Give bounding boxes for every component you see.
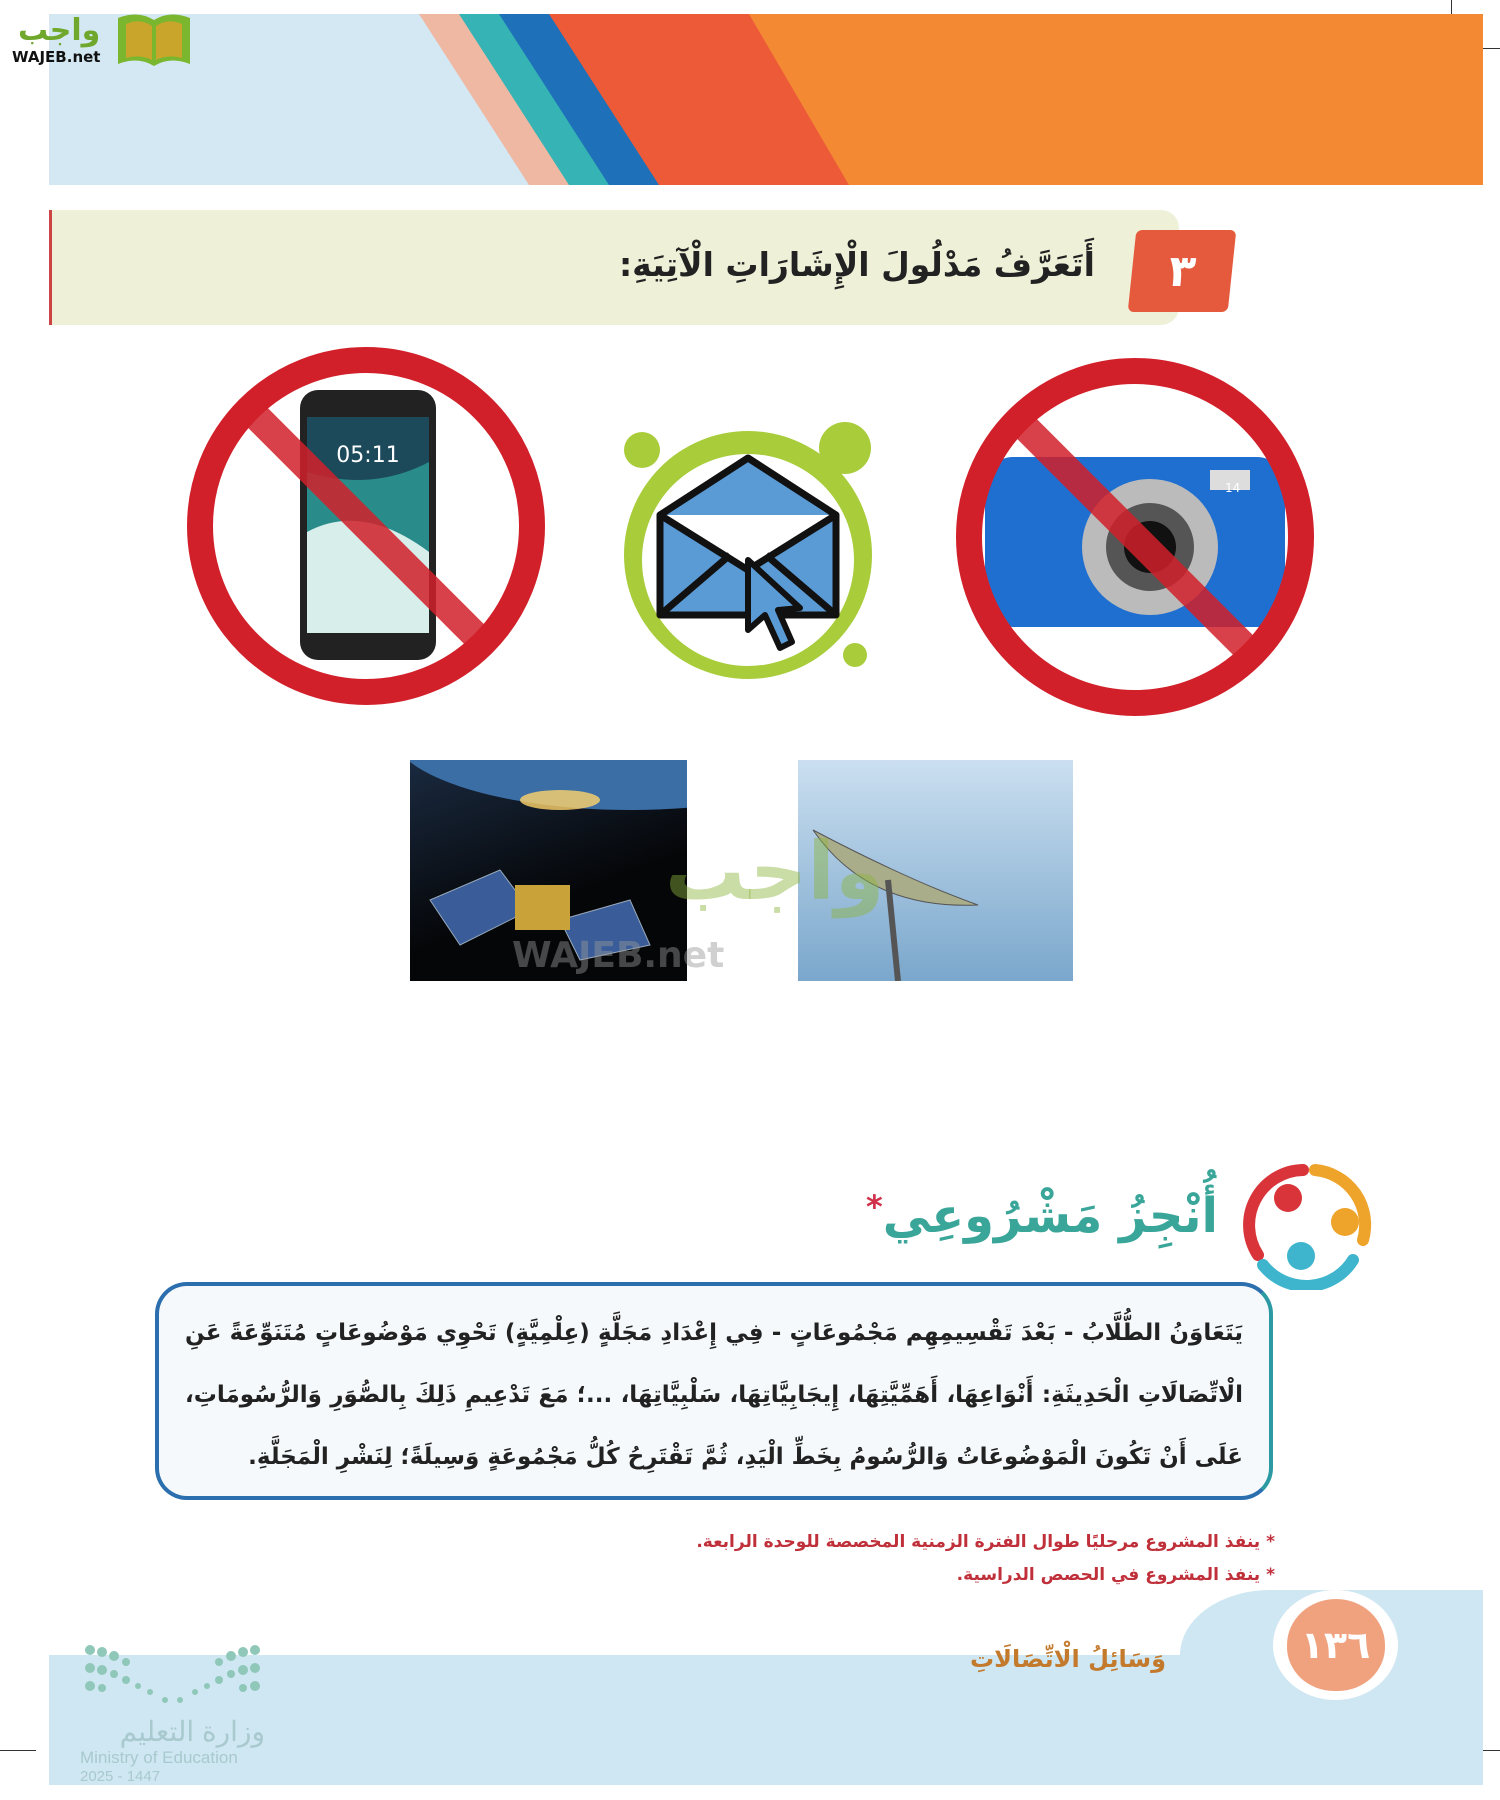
section-number-badge: ٣: [1128, 230, 1237, 312]
crop-mark: [0, 1750, 36, 1751]
no-phone-sign: [182, 342, 552, 716]
no-camera-sign: [950, 352, 1320, 726]
svg-text:WAJEB.net: WAJEB.net: [12, 48, 101, 66]
ministry-dots-icon: [80, 1640, 265, 1710]
project-line: الْاتِّصَالَاتِ الْحَدِيثَةِ: أَنْوَاعِهَا، أَهَمِّيَّتِهَا، إِيجَابِيَّاتِهَا، سَلْبِيَّاتِهَا، ...؛ مَعَ تَدْعِيمِ ذَلِكَ بِالصُّوَرِ وَالرُّسُومَاتِ،: [185, 1382, 1243, 1408]
ministry-years: 2025 - 1447: [80, 1768, 161, 1785]
ministry-logo: [80, 1640, 265, 1785]
ministry-arabic: وزارة التعليم: [119, 1716, 265, 1747]
section-title: أَتَعَرَّفُ مَدْلُولَ الْإِشَارَاتِ الْآتِيَةِ:: [618, 245, 1095, 284]
top-banner: [49, 14, 1483, 185]
watermark-latin: WAJEB.net: [512, 935, 725, 976]
project-title-text: أُنْجِزُ مَشْرُوعِي: [882, 1188, 1218, 1244]
svg-text:واجب: واجب: [18, 13, 101, 48]
camera-label: 14: [1225, 481, 1241, 495]
page-number: ١٣٦: [1287, 1599, 1385, 1691]
watermark-arabic: واجب: [665, 825, 885, 918]
email-icon: [620, 420, 880, 699]
project-description-box: [155, 1282, 1273, 1500]
project-line: يَتَعَاوَنُ الطُّلَّابُ - بَعْدَ تَقْسِيمِهِم مَجْمُوعَاتٍ - فِي إِعْدَادِ مَجَلَّةٍ (عِلْمِيَّةٍ) تَحْوِي مَوْضُوعَاتٍ مُتَنَوِّعَةً عَنِ: [185, 1320, 1243, 1346]
wajeb-logo: [8, 4, 193, 66]
footnote: * ينفذ المشروع مرحليًا طوال الفترة الزمنية المخصصة للوحدة الرابعة.: [696, 1532, 1275, 1552]
project-line: عَلَى أَنْ تَكُونَ الْمَوْضُوعَاتُ وَالرُّسُومُ بِخَطِّ الْيَدِ، ثُمَّ تَقْتَرِحُ كُلُّ مَجْمُوعَةٍ وَسِيلَةً؛ لِنَشْرِ الْمَجَلَّةِ.: [248, 1444, 1243, 1470]
phone-time: 05:11: [336, 443, 400, 468]
project-asterisk: *: [866, 1188, 883, 1226]
page-number-badge: [1273, 1590, 1398, 1700]
footnote: * ينفذ المشروع في الحصص الدراسية.: [956, 1565, 1275, 1585]
project-title: [866, 1188, 1218, 1244]
ministry-english: Ministry of Education: [80, 1748, 238, 1767]
banner-stripes: [49, 14, 1483, 185]
teamwork-icon: [1243, 1160, 1373, 1294]
unit-title: وَسَائِلُ الْاتِّصَالَاتِ: [970, 1645, 1167, 1673]
